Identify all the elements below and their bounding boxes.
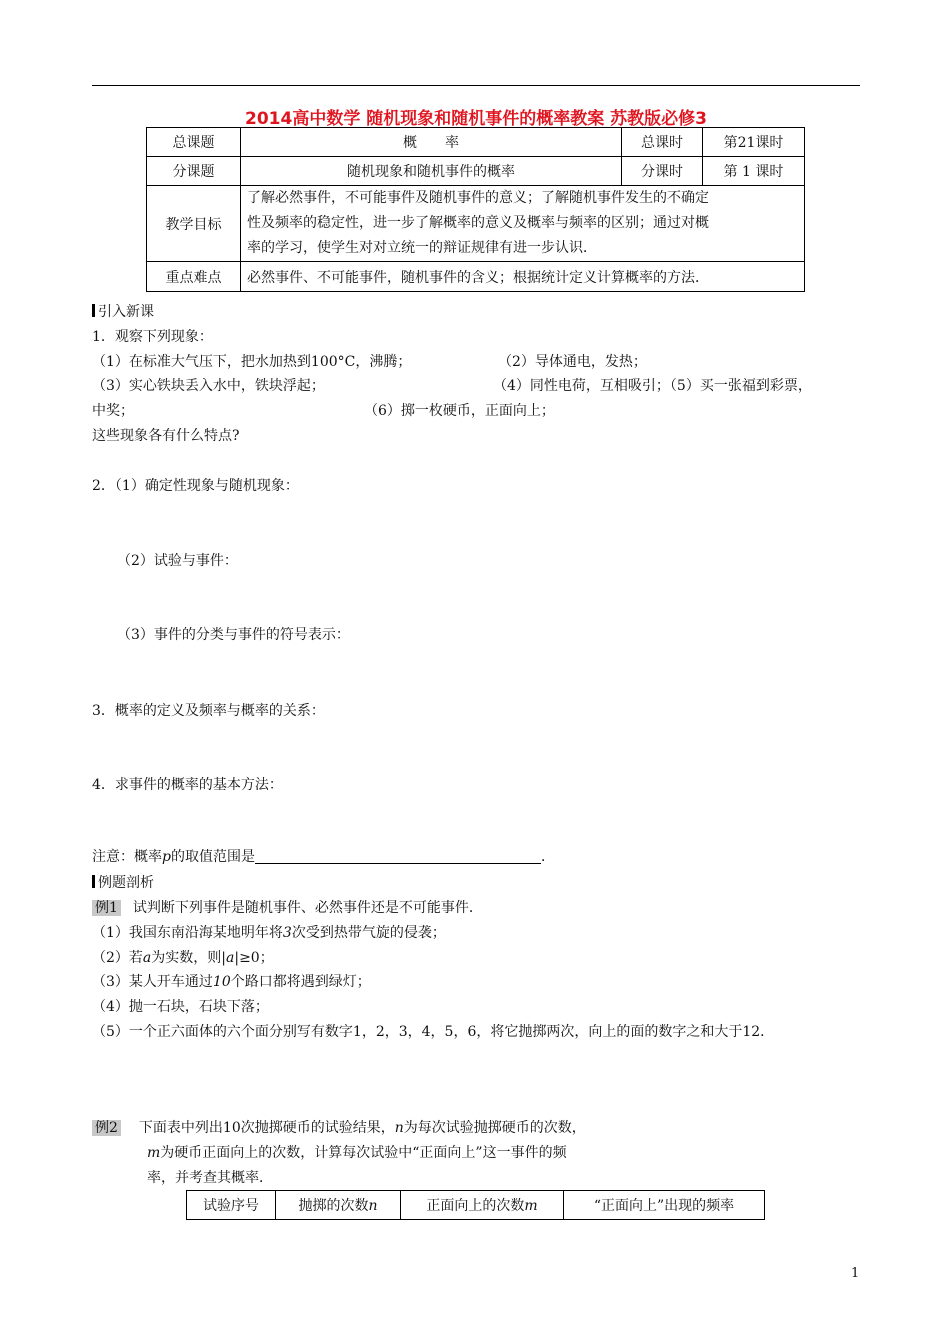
- trial-results-table: [186, 1190, 765, 1220]
- question-4: 4．求事件的概率的基本方法：: [92, 777, 283, 793]
- bullet-marker: [92, 304, 95, 317]
- question-3: 3．概率的定义及频率与概率的关系：: [92, 703, 325, 719]
- goal-line: 率的学习，使学生对对立统一的辩证规律有进一步认识．: [247, 240, 597, 256]
- cell-label: 分课题: [147, 157, 241, 186]
- teaching-goal-cell: [241, 186, 805, 262]
- cell-label: 总课时: [622, 128, 703, 157]
- question-2-3: （3）事件的分类与事件的符号表示：: [117, 627, 350, 643]
- example-1-item-3: （3）某人开车通过10个路口都将遇到绿灯；: [92, 974, 371, 990]
- column-header: 抛掷的次数n: [276, 1191, 401, 1220]
- answer-blank[interactable]: [255, 849, 541, 864]
- cell-label: 总课题: [147, 128, 241, 157]
- question-2-1: 2．（1）确定性现象与随机现象：: [92, 478, 299, 494]
- cell-value: 必然事件、不可能事件，随机事件的含义；根据统计定义计算概率的方法．: [241, 262, 805, 292]
- goal-line: 性及频率的稳定性，进一步了解概率的意义及概率与频率的区别；通过对概: [247, 215, 709, 231]
- cell-value: 第 1 课时: [703, 157, 805, 186]
- table-row: [147, 186, 805, 262]
- cell-label: 分课时: [622, 157, 703, 186]
- example-1-intro: 例1 试判断下列事件是随机事件、必然事件还是不可能事件．: [92, 897, 483, 917]
- question-1: 1．观察下列现象：: [92, 329, 213, 345]
- section-heading-examples: 例题剖析: [92, 872, 154, 892]
- table-row: [147, 128, 805, 157]
- cell-value: 概 率: [241, 128, 622, 157]
- phenomenon-3: （3）实心铁块丢入水中，铁块浮起；: [92, 378, 325, 394]
- example-2-line-2: m为硬币正面向上的次数，计算每次试验中“正面向上”这一事件的频: [147, 1145, 567, 1161]
- example-1-item-5: （5）一个正六面体的六个面分别写有数字1，2，3，4，5，6，将它抛掷两次，向上的面的数字之和大于12．: [92, 1024, 775, 1040]
- phenomenon-2: （2）导体通电，发热；: [498, 354, 647, 370]
- table-row: [147, 262, 805, 292]
- column-header: 正面向上的次数m: [401, 1191, 564, 1220]
- column-header: 试验序号: [187, 1191, 276, 1220]
- example-2-line-3: 率，并考查其概率．: [147, 1170, 273, 1186]
- cell-value: 随机现象和随机事件的概率: [241, 157, 622, 186]
- header-rule: [92, 85, 860, 86]
- prob-variable: p: [162, 849, 171, 865]
- table-row: [147, 157, 805, 186]
- lesson-info-table: [146, 127, 805, 292]
- cell-label: 重点难点: [147, 262, 241, 292]
- question-2-2: （2）试验与事件：: [117, 553, 238, 569]
- column-header: “正面向上”出现的频率: [564, 1191, 765, 1220]
- cell-label: 教学目标: [147, 186, 241, 262]
- bullet-marker: [92, 875, 95, 888]
- example-1-label: 例1: [92, 900, 121, 916]
- example-1-item-4: （4）抛一石块，石块下落；: [92, 999, 269, 1015]
- note-line: 注意：概率p的取值范围是 ．: [92, 849, 555, 865]
- phenomenon-6: （6）掷一枚硬币，正面向上；: [364, 403, 555, 419]
- table-header-row: [187, 1191, 765, 1220]
- question-1-prompt: 这些现象各有什么特点?: [92, 428, 240, 444]
- page-number: 1: [851, 1266, 860, 1281]
- goal-line: 了解必然事件，不可能事件及随机事件的意义；了解随机事件发生的不确定: [247, 190, 709, 206]
- phenomenon-5-cont: 中奖；: [92, 403, 134, 419]
- phenomenon-4-5: （4）同性电荷，互相吸引；（5）买一张福到彩票，: [493, 378, 812, 394]
- document-title: 2014高中数学 随机现象和随机事件的概率教案 苏教版必修3: [245, 109, 707, 129]
- cell-value: 第21课时: [703, 128, 805, 157]
- phenomenon-1: （1）在标准大气压下，把水加热到100°C，沸腾；: [92, 354, 412, 370]
- example-2-label: 例2: [92, 1120, 121, 1136]
- example-1-item-2: （2）若a为实数，则|a|≥0；: [92, 950, 274, 966]
- example-2-line-1: 例2 下面表中列出10次抛掷硬币的试验结果，n为每次试验抛掷硬币的次数，: [92, 1117, 586, 1137]
- section-heading-intro: 引入新课: [92, 301, 154, 321]
- example-1-item-1: （1）我国东南沿海某地明年将3次受到热带气旋的侵袭；: [92, 925, 446, 941]
